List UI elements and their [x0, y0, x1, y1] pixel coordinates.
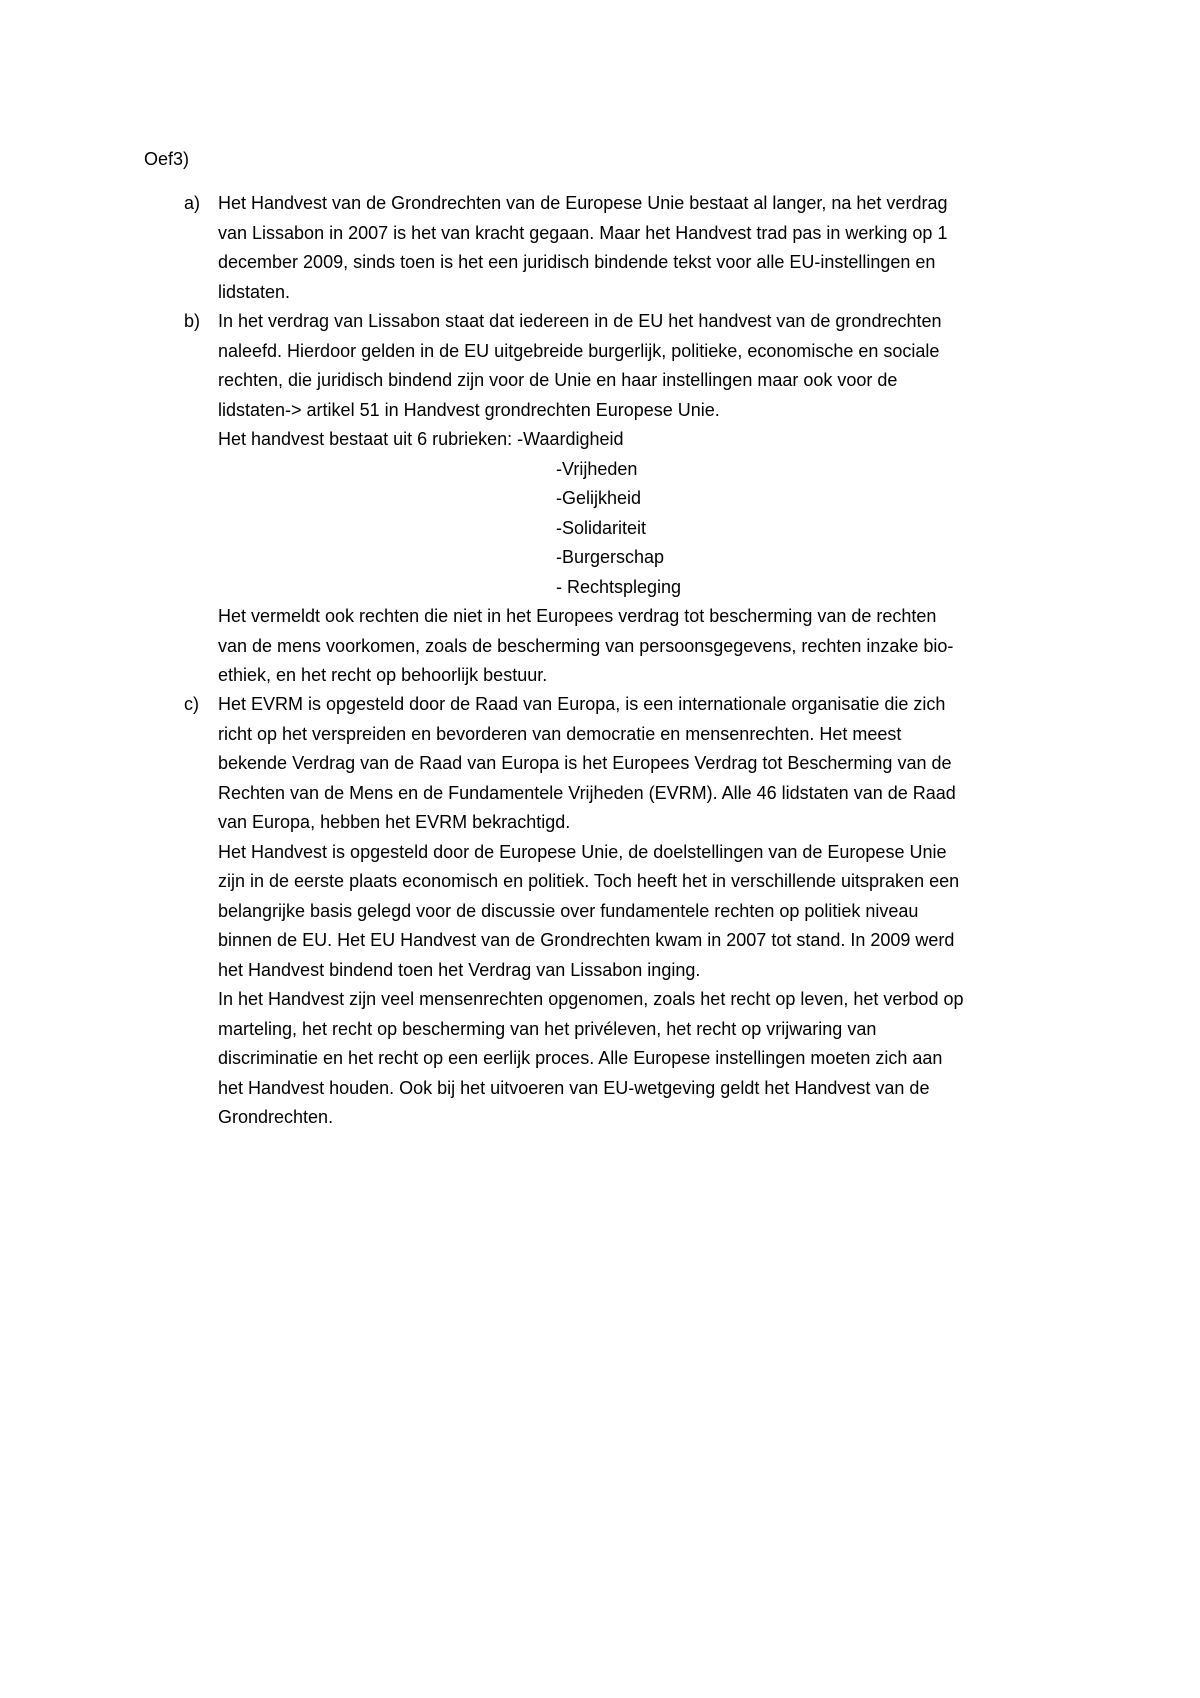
text-line: belangrijke basis gelegd voor de discussie over fundamentele rechten op politiek niveau [218, 900, 919, 921]
text-line: Het EVRM is opgesteld door de Raad van Europa, is een internationale organisatie die zich [218, 694, 946, 714]
rubriek-item: -Gelijkheid [556, 488, 642, 508]
text-line: het Handvest houden. Ook bij het uitvoeren van EU-wetgeving geldt het Handvest van de [218, 1077, 930, 1098]
rubriek-item: -Solidariteit [556, 517, 647, 538]
section-b-text [218, 307, 1064, 691]
text-line: van Europa, hebben het EVRM bekrachtigd. [218, 812, 571, 832]
list-marker-b: b) [184, 311, 201, 331]
list-marker-a: a) [184, 193, 201, 213]
exercise-heading: Oef3) [144, 149, 190, 169]
list-marker-c: c) [184, 694, 199, 714]
rubrieken-intro: Het handvest bestaat uit 6 rubrieken: -Waardigheid [218, 429, 624, 449]
text-line: van Lissabon in 2007 is het van kracht gegaan. Maar het Handvest trad pas in werking op 1 [218, 222, 948, 243]
text-line: binnen de EU. Het EU Handvest van de Grondrechten kwam in 2007 tot stand. In 2009 werd [218, 930, 955, 950]
text-line: ethiek, en het recht op behoorlijk bestuur. [218, 665, 548, 685]
section-a-text [218, 189, 1064, 307]
rubriek-item: -Vrijheden [556, 458, 638, 479]
text-line: richt op het verspreiden en bevorderen van democratie en mensenrechten. Het meest [218, 723, 902, 744]
section-c-text [218, 690, 1064, 1133]
text-line: discriminatie en het recht op een eerlijk proces. Alle Europese instellingen moeten zich aan [218, 1048, 943, 1068]
text-line: rechten, die juridisch bindend zijn voor de Unie en haar instellingen maar ook voor de [218, 370, 898, 390]
text-line: het Handvest bindend toen het Verdrag van Lissabon inging. [218, 959, 701, 980]
text-line: Het Handvest is opgesteld door de Europese Unie, de doelstellingen van de Europese Unie [218, 841, 947, 862]
text-line: zijn in de eerste plaats economisch en politiek. Toch heeft het in verschillende uitspraken een [218, 871, 960, 891]
rubriek-item: - Rechtspleging [556, 576, 682, 597]
text-line: bekende Verdrag van de Raad van Europa is het Europees Verdrag tot Bescherming van de [218, 753, 952, 773]
text-line: naleefd. Hierdoor gelden in de EU uitgebreide burgerlijk, politieke, economische en sociale [218, 340, 940, 361]
text-line: december 2009, sinds toen is het een juridisch bindende tekst voor alle EU-instellingen en [218, 252, 936, 272]
text-line: Grondrechten. [218, 1107, 334, 1127]
text-line: marteling, het recht op bescherming van het privéleven, het recht op vrijwaring van [218, 1018, 877, 1039]
rubriek-item: -Burgerschap [556, 547, 665, 567]
text-line: van de mens voorkomen, zoals de bescherming van persoonsgegevens, rechten inzake bio- [218, 635, 954, 656]
text-line: lidstaten-> artikel 51 in Handvest grondrechten Europese Unie. [218, 399, 720, 420]
text-line: In het Handvest zijn veel mensenrechten opgenomen, zoals het recht op leven, het verbod op [218, 989, 964, 1009]
text-line: Rechten van de Mens en de Fundamentele Vrijheden (EVRM). Alle 46 lidstaten van de Raad [218, 782, 956, 803]
text-line: In het verdrag van Lissabon staat dat iedereen in de EU het handvest van de grondrechten [218, 311, 942, 331]
text-line: Het vermeldt ook rechten die niet in het Europees verdrag tot bescherming van de rechten [218, 606, 937, 626]
text-line: lidstaten. [218, 281, 291, 302]
text-line: Het Handvest van de Grondrechten van de Europese Unie bestaat al langer, na het verdrag [218, 193, 948, 213]
